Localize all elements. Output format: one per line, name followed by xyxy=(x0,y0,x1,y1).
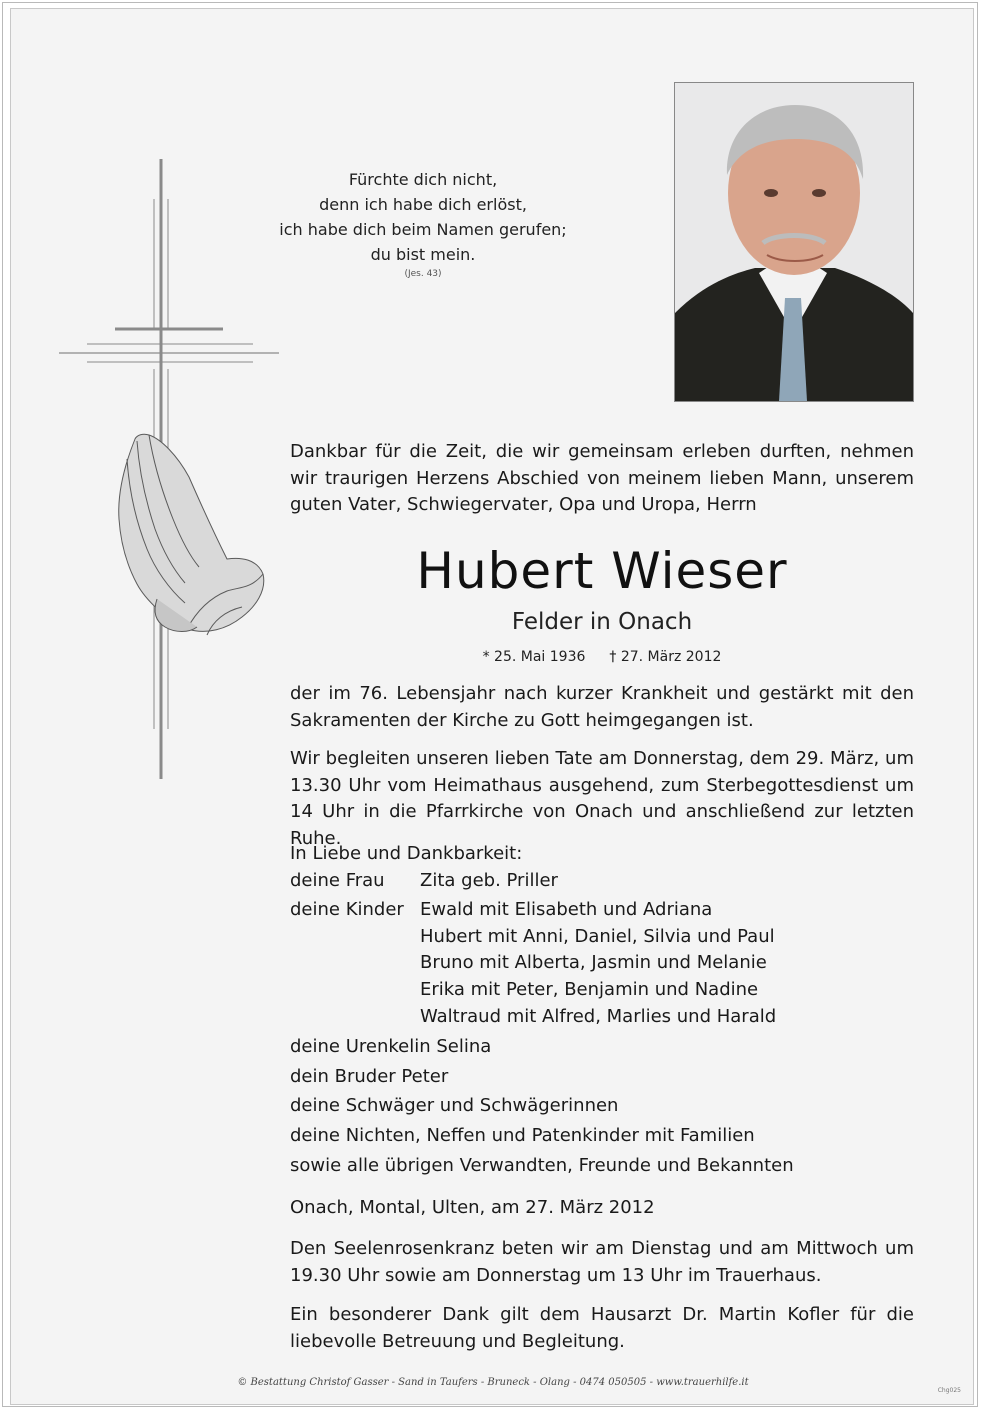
child-entry: Bruno mit Alberta, Jasmin und Melanie xyxy=(420,952,767,974)
funeral-paragraph xyxy=(290,746,914,852)
life-dates xyxy=(290,647,914,667)
place-date-line: Onach, Montal, Ulten, am 27. März 2012 xyxy=(290,1197,655,1218)
text-line: liebevolle Betreuung und Begleitung. xyxy=(290,1330,625,1352)
obituary-card xyxy=(10,8,974,1405)
bible-quote xyxy=(273,167,573,280)
rosary-paragraph xyxy=(290,1236,914,1289)
child-entry: Ewald mit Elisabeth und Adriana xyxy=(420,899,713,921)
intro-line: wir traurigen Herzens Abschied von meinem lieben Mann, unserem xyxy=(290,467,914,489)
template-code: Chg025 xyxy=(937,1387,961,1394)
cross-icon xyxy=(57,159,287,799)
intro-paragraph xyxy=(290,439,914,519)
deceased-place: Felder in Onach xyxy=(511,609,693,635)
mourners-heading: In Liebe und Dankbarkeit: xyxy=(290,843,523,864)
passing-paragraph xyxy=(290,681,914,734)
intro-line: Dankbar für die Zeit, die wir gemeinsam erleben durften, nehmen xyxy=(290,441,914,462)
text-line: 14 Uhr in die Pfarrkirche von Onach und anschließend zur letzten Ruhe. xyxy=(290,801,914,849)
child-entry: Erika mit Peter, Benjamin und Nadine xyxy=(420,978,759,1000)
text-line: der im 76. Lebensjahr nach kurzer Krankheit und gestärkt mit den xyxy=(290,683,914,704)
quote-line: denn ich habe dich erlöst, xyxy=(319,195,527,214)
thanks-paragraph xyxy=(290,1302,914,1355)
quote-line: Fürchte dich nicht, xyxy=(348,170,498,189)
praying-hands-icon xyxy=(119,434,264,635)
children-names xyxy=(420,897,776,1030)
children-row xyxy=(290,897,914,1030)
deceased-name: Hubert Wieser xyxy=(416,542,788,600)
mourner-entry: deine Urenkelin Selina xyxy=(290,1036,492,1058)
mourner-entry: sowie alle übrigen Verwandten, Freunde und Bekannten xyxy=(290,1154,794,1176)
quote-line: du bist mein. xyxy=(370,245,476,264)
mourner-entry: deine Schwäger und Schwägerinnen xyxy=(290,1095,619,1117)
wife-name: Zita geb. Priller xyxy=(420,869,558,891)
intro-line: guten Vater, Schwiegervater, Opa und Uropa, Herrn xyxy=(290,494,757,516)
death-date: † 27. März 2012 xyxy=(609,649,722,665)
wife-label: deine Frau xyxy=(290,869,385,891)
text-line: 19.30 Uhr sowie am Donnerstag um 13 Uhr im Trauerhaus. xyxy=(290,1264,822,1286)
funeral-home-footer: © Bestattung Christof Gasser - Sand in Taufers - Bruneck - Olang - 0474 050505 - www.trauerhilfe.it xyxy=(237,1377,749,1388)
quote-line: ich habe dich beim Namen gerufen; xyxy=(279,220,567,239)
wife-row xyxy=(290,868,914,895)
quote-reference: (Jes. 43) xyxy=(404,269,442,279)
text-line: Den Seelenrosenkranz beten wir am Dienstag und am Mittwoch um xyxy=(290,1238,914,1259)
text-line: 13.30 Uhr vom Heimathaus ausgehend, zum Sterbegottesdienst um xyxy=(290,774,914,796)
portrait-photo xyxy=(674,82,914,402)
children-label: deine Kinder xyxy=(290,899,404,921)
mourner-entry: dein Bruder Peter xyxy=(290,1065,449,1087)
text-line: Wir begleiten unseren lieben Tate am Donnerstag, dem 29. März, um xyxy=(290,748,914,769)
mourner-entry: deine Nichten, Neffen und Patenkinder mit Familien xyxy=(290,1124,755,1146)
child-entry: Waltraud mit Alfred, Marlies und Harald xyxy=(420,1005,777,1027)
child-entry: Hubert mit Anni, Daniel, Silvia und Paul xyxy=(420,925,775,947)
mourners-list xyxy=(290,841,914,1179)
text-line: Sakramenten der Kirche zu Gott heimgegangen ist. xyxy=(290,709,754,731)
birth-date: * 25. Mai 1936 xyxy=(482,649,586,665)
text-line: Ein besonderer Dank gilt dem Hausarzt Dr. Martin Kofler für die xyxy=(290,1304,914,1325)
